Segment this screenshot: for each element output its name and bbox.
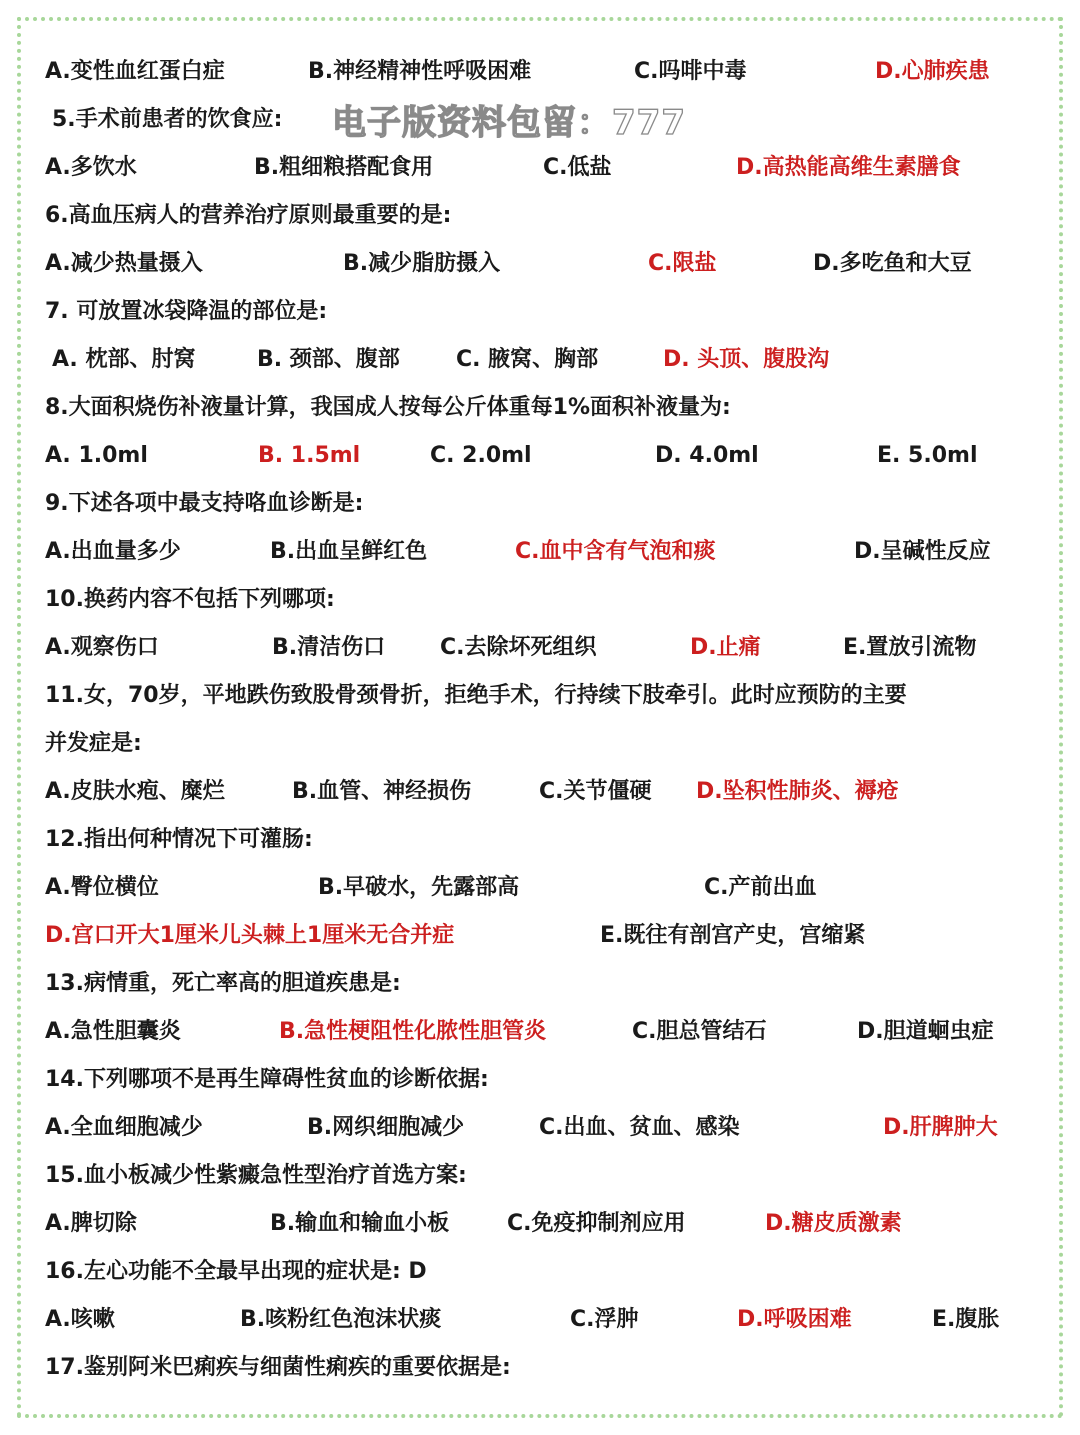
q8-options — [0, 432, 1080, 480]
q7-options — [0, 336, 1080, 384]
q12-option-e: E.既往有剖宫产史，宫缩紧 — [600, 923, 866, 948]
q7-option-d-answer: D. 头顶、腹股沟 — [663, 347, 830, 372]
q13-question — [0, 960, 1080, 1008]
q7-option-a: A. 枕部、肘窝 — [52, 347, 196, 372]
watermark: 电子版资料包留：777 — [332, 103, 686, 143]
q15-option-a: A.脾切除 — [45, 1211, 137, 1236]
q5-option-d-answer: D.高热能高维生素膳食 — [736, 155, 961, 180]
q16-options — [0, 1296, 1080, 1344]
q5-option-b: B.粗细粮搭配食用 — [254, 155, 434, 180]
q16-question-text: 16.左心功能不全最早出现的症状是: D — [45, 1259, 427, 1284]
q6-option-c-answer: C.限盐 — [648, 251, 717, 276]
q12-question — [0, 816, 1080, 864]
q13-option-d: D.胆道蛔虫症 — [857, 1019, 994, 1044]
q10-question — [0, 576, 1080, 624]
q4-options — [0, 48, 1080, 96]
q11-question-line2 — [0, 720, 1080, 768]
q7-question-text: 7. 可放置冰袋降温的部位是: — [45, 299, 328, 324]
q16-option-a: A.咳嗽 — [45, 1307, 115, 1332]
q5-option-a: A.多饮水 — [45, 155, 137, 180]
q14-option-a: A.全血细胞减少 — [45, 1115, 203, 1140]
q16-option-c: C.浮肿 — [570, 1307, 639, 1332]
q8-question-text: 8.大面积烧伤补液量计算，我国成人按每公斤体重每1%面积补液量为: — [45, 395, 731, 420]
q14-question-text: 14.下列哪项不是再生障碍性贫血的诊断依据: — [45, 1067, 489, 1092]
q4-option-b: B.神经精神性呼吸困难 — [308, 59, 532, 84]
q6-option-b: B.减少脂肪摄入 — [343, 251, 501, 276]
q9-options — [0, 528, 1080, 576]
q15-question-text: 15.血小板减少性紫癜急性型治疗首选方案: — [45, 1163, 467, 1188]
q15-option-c: C.免疫抑制剂应用 — [507, 1211, 686, 1236]
q12-option-a: A.臀位横位 — [45, 875, 159, 900]
q9-option-d: D.呈碱性反应 — [854, 539, 991, 564]
q12-option-c: C.产前出血 — [704, 875, 817, 900]
q7-option-c: C. 腋窝、胸部 — [456, 347, 599, 372]
q7-question — [0, 288, 1080, 336]
q9-option-c-answer: C.血中含有气泡和痰 — [515, 539, 716, 564]
q5-question-text: 5.手术前患者的饮食应: — [52, 107, 283, 132]
q12-options-row2 — [0, 912, 1080, 960]
q12-options-row1 — [0, 864, 1080, 912]
q14-option-c: C.出血、贫血、感染 — [539, 1115, 740, 1140]
q7-option-b: B. 颈部、腹部 — [257, 347, 400, 372]
q15-option-d-answer: D.糖皮质激素 — [765, 1211, 902, 1236]
q13-option-c: C.胆总管结石 — [632, 1019, 767, 1044]
q8-option-c: C. 2.0ml — [430, 443, 532, 468]
q8-option-e: E. 5.0ml — [877, 443, 978, 468]
q13-option-a: A.急性胆囊炎 — [45, 1019, 181, 1044]
q15-question — [0, 1152, 1080, 1200]
q5-options — [0, 144, 1080, 192]
q10-option-a: A.观察伤口 — [45, 635, 159, 660]
q10-option-b: B.清洁伤口 — [272, 635, 386, 660]
q11-option-c: C.关节僵硬 — [539, 779, 652, 804]
q4-option-d-answer: D.心肺疾患 — [875, 59, 990, 84]
q16-option-b: B.咳粉红色泡沫状痰 — [240, 1307, 442, 1332]
q14-option-d-answer: D.肝脾肿大 — [883, 1115, 998, 1140]
q9-option-a: A.出血量多少 — [45, 539, 181, 564]
q16-question — [0, 1248, 1080, 1296]
q13-option-b-answer: B.急性梗阻性化脓性胆管炎 — [279, 1019, 547, 1044]
q4-option-a: A.变性血红蛋白症 — [45, 59, 225, 84]
q11-option-d-answer: D.坠积性肺炎、褥疮 — [696, 779, 899, 804]
q15-options — [0, 1200, 1080, 1248]
q14-option-b: B.网织细胞减少 — [307, 1115, 465, 1140]
q4-option-c: C.吗啡中毒 — [634, 59, 747, 84]
q11-question-text-2: 并发症是: — [45, 731, 142, 756]
q6-option-d: D.多吃鱼和大豆 — [813, 251, 972, 276]
q12-question-text: 12.指出何种情况下可灌肠: — [45, 827, 313, 852]
q16-option-e: E.腹胀 — [932, 1307, 1000, 1332]
q11-options — [0, 768, 1080, 816]
q11-option-b: B.血管、神经损伤 — [292, 779, 472, 804]
q13-question-text: 13.病情重，死亡率高的胆道疾患是: — [45, 971, 401, 996]
q10-options — [0, 624, 1080, 672]
q10-option-e: E.置放引流物 — [843, 635, 977, 660]
q8-question — [0, 384, 1080, 432]
q13-options — [0, 1008, 1080, 1056]
q9-question-text: 9.下述各项中最支持咯血诊断是: — [45, 491, 364, 516]
q11-option-a: A.皮肤水疱、糜烂 — [45, 779, 225, 804]
q5-option-c: C.低盐 — [543, 155, 612, 180]
q11-question-line1 — [0, 672, 1080, 720]
q17-question-text: 17.鉴别阿米巴痢疾与细菌性痢疾的重要依据是: — [45, 1355, 511, 1380]
q8-option-b-answer: B. 1.5ml — [258, 443, 361, 468]
q12-option-b: B.早破水，先露部高 — [318, 875, 520, 900]
q14-options — [0, 1104, 1080, 1152]
q6-question-text: 6.高血压病人的营养治疗原则最重要的是: — [45, 203, 452, 228]
q14-question — [0, 1056, 1080, 1104]
q6-options — [0, 240, 1080, 288]
q12-option-d-answer: D.宫口开大1厘米儿头棘上1厘米无合并症 — [45, 923, 455, 948]
q9-option-b: B.出血呈鲜红色 — [270, 539, 428, 564]
q10-option-c: C.去除坏死组织 — [440, 635, 597, 660]
q9-question — [0, 480, 1080, 528]
q10-option-d-answer: D.止痛 — [690, 635, 761, 660]
q16-option-d-answer: D.呼吸困难 — [737, 1307, 852, 1332]
q8-option-d: D. 4.0ml — [655, 443, 759, 468]
q6-option-a: A.减少热量摄入 — [45, 251, 203, 276]
q11-question-text-1: 11.女，70岁，平地跌伤致股骨颈骨折，拒绝手术，行持续下肢牵引。此时应预防的主要 — [45, 683, 907, 708]
q17-question — [0, 1344, 1080, 1392]
q8-option-a: A. 1.0ml — [45, 443, 148, 468]
q6-question — [0, 192, 1080, 240]
q10-question-text: 10.换药内容不包括下列哪项: — [45, 587, 335, 612]
q15-option-b: B.输血和输血小板 — [270, 1211, 450, 1236]
